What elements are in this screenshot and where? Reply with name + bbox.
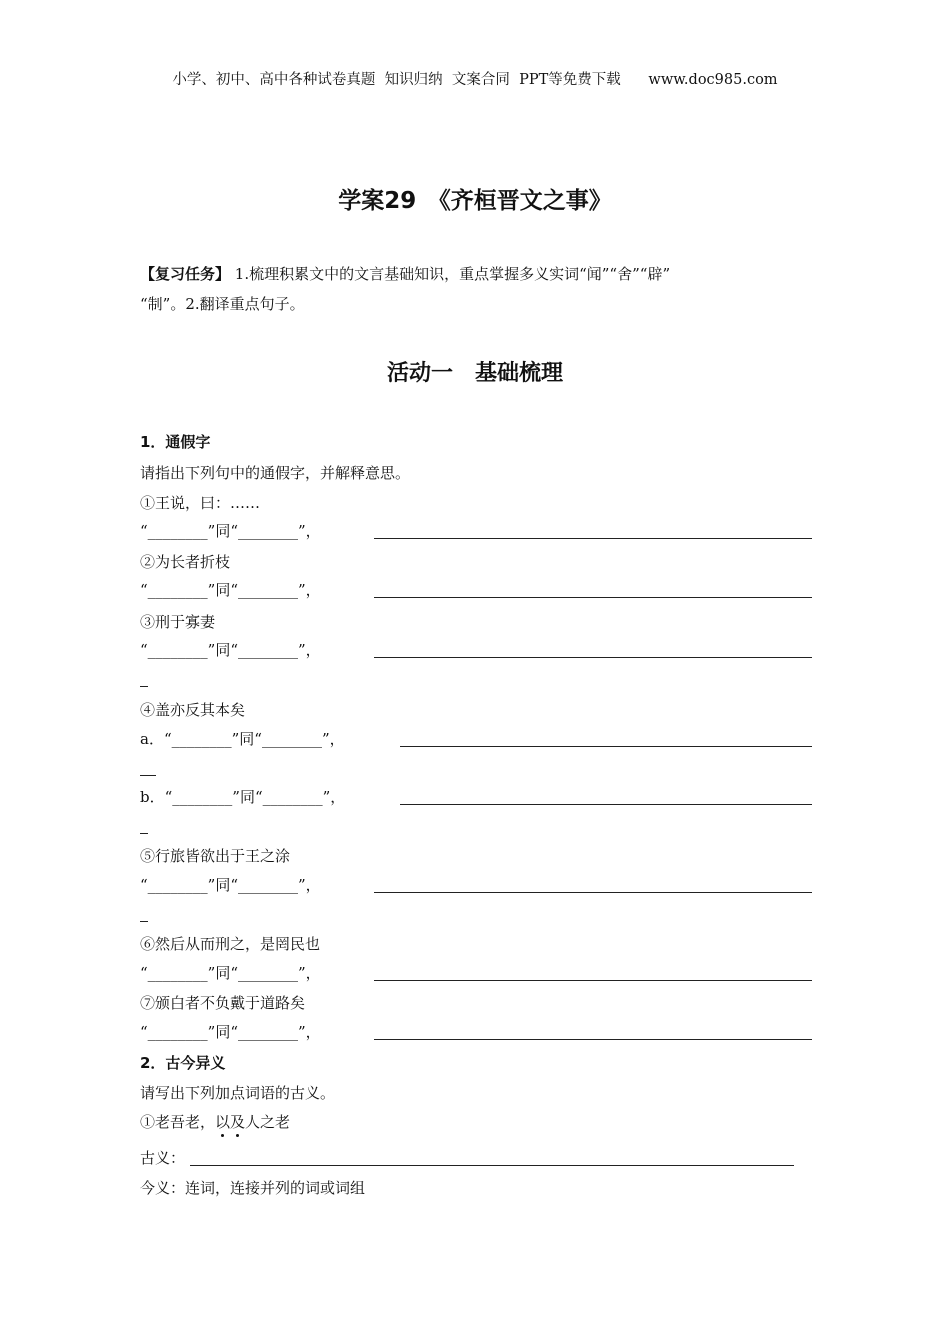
question-item-6: ⑥然后从而刑之，是罔民也 xyxy=(140,935,321,953)
answer-label-2: “________”同“________”， xyxy=(140,581,321,599)
question-item-2: ②为长者折枝 xyxy=(140,553,231,571)
answer-row-4b xyxy=(140,786,812,808)
dotted-word-char-2: 及 xyxy=(230,1113,246,1131)
subsection-heading-gujinyiyi: 2．古今异义 xyxy=(140,1054,226,1072)
answer-label-4a: a．“________”同“________”， xyxy=(140,730,345,748)
page-header: 小学、初中、高中各种试卷真题 知识归纳 文案合同 PPT等免费下载 www.doc985.com xyxy=(172,72,778,88)
answer-row-4a xyxy=(140,728,812,750)
review-task-tag: 【复习任务】 xyxy=(140,265,231,283)
answer-blank-4a-overflow xyxy=(140,775,156,776)
question-item-7: ⑦颁白者不负戴于道路矣 xyxy=(140,994,306,1012)
instruction-tongjiazi: 请指出下列句中的通假字，并解释意思。 xyxy=(140,464,411,482)
gu-yi-blank[interactable] xyxy=(190,1165,794,1166)
answer-blank-1[interactable] xyxy=(374,538,812,539)
answer-blank-7[interactable] xyxy=(374,1039,812,1040)
answer-row-gu-yi xyxy=(140,1147,794,1169)
answer-row-5 xyxy=(140,874,812,896)
question-item-1: ①王说，曰：…… xyxy=(140,494,261,512)
answer-blank-5-overflow xyxy=(140,921,148,922)
answer-blank-6[interactable] xyxy=(374,980,812,981)
answer-label-3: “________”同“________”， xyxy=(140,641,321,659)
instruction-gujinyiyi: 请写出下列加点词语的古义。 xyxy=(140,1084,336,1102)
answer-row-2 xyxy=(140,579,812,601)
answer-label-6: “________”同“________”， xyxy=(140,964,321,982)
subsection-heading-tongjiazi: 1．通假字 xyxy=(140,433,211,451)
section-title-activity-1: 活动一 基础梳理 xyxy=(386,361,563,386)
answer-blank-3-overflow xyxy=(140,686,148,687)
dotted-word-char-1: 以 xyxy=(215,1113,231,1131)
answer-blank-2[interactable] xyxy=(374,597,812,598)
jin-yi-text: 今义：连词，连接并列的词或词组 xyxy=(140,1179,366,1197)
answer-blank-4b[interactable] xyxy=(400,804,812,805)
answer-blank-4b-overflow xyxy=(140,833,148,834)
answer-label-1: “________”同“________”， xyxy=(140,522,321,540)
answer-label-4b: b．“________”同“________”， xyxy=(140,788,346,806)
sentence-after: 人之老 xyxy=(245,1113,291,1131)
question-item-3: ③刑于寡妻 xyxy=(140,613,216,631)
answer-row-1 xyxy=(140,520,812,542)
answer-row-3 xyxy=(140,639,812,661)
review-task-text-1: 1.梳理积累文中的文言基础知识，重点掌握多义实词“闻”“舍”“辟” xyxy=(230,265,671,283)
sentence-before: ①老吾老， xyxy=(140,1113,216,1131)
answer-label-5: “________”同“________”， xyxy=(140,876,321,894)
answer-label-7: “________”同“________”， xyxy=(140,1023,321,1041)
answer-blank-5[interactable] xyxy=(374,892,812,893)
review-task-line-2 xyxy=(140,289,812,319)
review-task-text-2: “制”。2.翻译重点句子。 xyxy=(140,295,305,313)
question-item-5: ⑤行旅皆欲出于王之涂 xyxy=(140,847,291,865)
answer-blank-4a[interactable] xyxy=(400,746,812,747)
gu-yi-label: 古义： xyxy=(140,1149,186,1167)
question-item-4: ④盖亦反其本矣 xyxy=(140,701,246,719)
answer-row-7 xyxy=(140,1021,812,1043)
question-item-gujin-1 xyxy=(140,1111,290,1132)
review-task-line-1 xyxy=(140,259,812,289)
page-title: 学案29 《齐桓晋文之事》 xyxy=(338,188,612,214)
answer-row-6 xyxy=(140,962,812,984)
answer-blank-3[interactable] xyxy=(374,657,812,658)
